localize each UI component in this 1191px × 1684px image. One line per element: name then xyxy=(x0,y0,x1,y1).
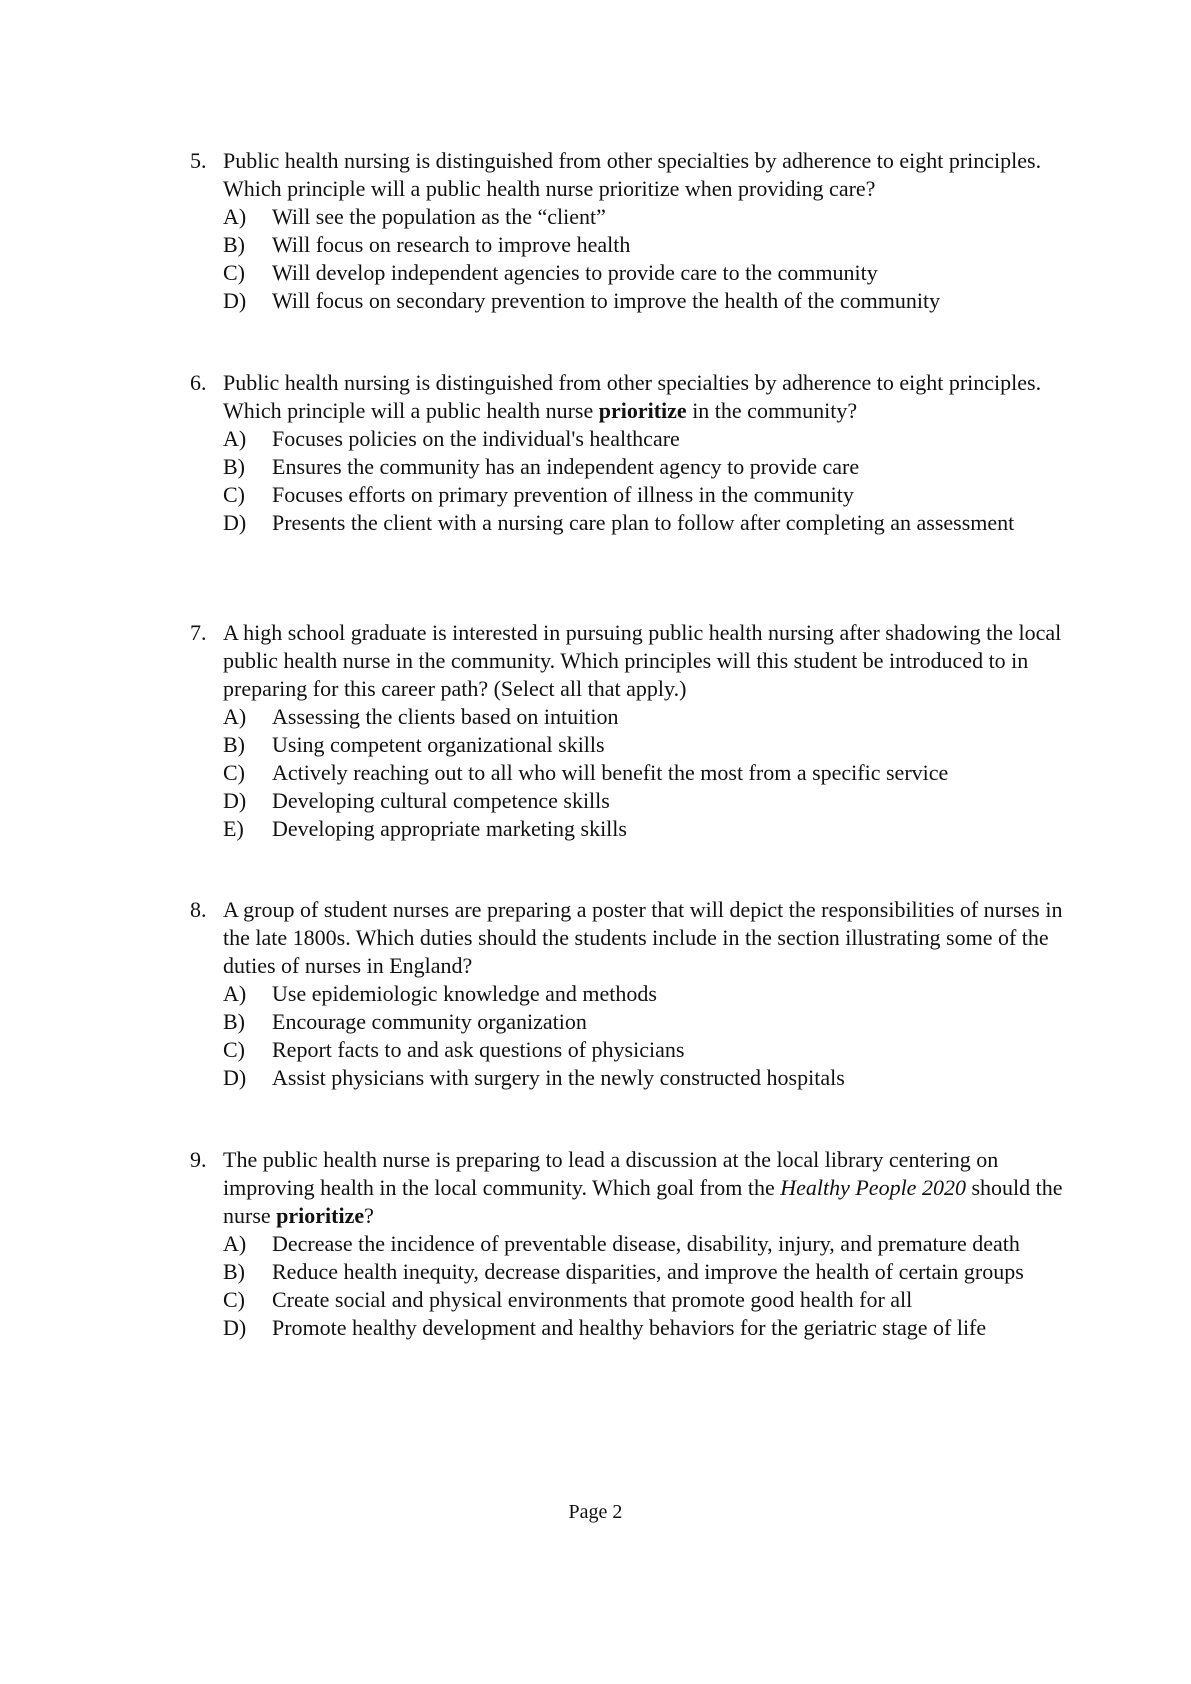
answer-option xyxy=(223,703,1090,731)
question-stem xyxy=(190,1146,1090,1230)
option-text: Encourage community organization xyxy=(272,1009,587,1034)
answer-option xyxy=(223,759,1090,787)
option-letter: B) xyxy=(223,1259,245,1284)
emphasis-italic: Healthy People 2020 xyxy=(780,1175,966,1200)
option-letter: A) xyxy=(223,1231,247,1256)
question-number: 5. xyxy=(190,148,207,173)
answer-option xyxy=(223,1008,1090,1036)
option-letter: A) xyxy=(223,204,247,229)
option-text: Use epidemiologic knowledge and methods xyxy=(272,981,657,1006)
stem-text: Public health nursing is distinguished from other specialties by adherence to eight principles. Which principle will a public health nurse prioritize when providing care? xyxy=(223,148,1042,201)
option-text: Will see the population as the “client” xyxy=(272,204,606,229)
answer-option xyxy=(223,509,1090,537)
answer-option xyxy=(223,815,1090,843)
emphasis-bold: prioritize xyxy=(276,1203,365,1228)
answer-option xyxy=(223,1230,1090,1258)
stem-text: in the community? xyxy=(686,398,858,423)
stem-text: The public health nurse is preparing to lead a discussion at the local library centering on improving health in the local community. Which goal from the xyxy=(223,1147,999,1200)
option-text: Focuses policies on the individual's healthcare xyxy=(272,426,680,451)
question-9 xyxy=(190,1146,1090,1342)
option-letter: B) xyxy=(223,1009,245,1034)
question-stem xyxy=(190,369,1090,425)
answer-options xyxy=(190,1230,1090,1342)
option-text: Actively reaching out to all who will benefit the most from a specific service xyxy=(272,760,949,785)
option-text: Promote healthy development and healthy behaviors for the geriatric stage of life xyxy=(272,1315,987,1340)
option-letter: C) xyxy=(223,1287,245,1312)
option-letter: D) xyxy=(223,1065,247,1090)
question-number: 6. xyxy=(190,370,207,395)
page-number: Page 2 xyxy=(568,1501,623,1523)
option-text: Assessing the clients based on intuition xyxy=(272,704,619,729)
option-letter: A) xyxy=(223,704,247,729)
question-text xyxy=(223,1146,1090,1230)
question-5 xyxy=(190,147,1090,315)
option-letter: A) xyxy=(223,981,247,1006)
question-text xyxy=(223,369,1090,425)
answer-option xyxy=(223,731,1090,759)
stem-text: should the nurse xyxy=(223,1175,1063,1228)
question-text xyxy=(223,619,1090,703)
option-letter: C) xyxy=(223,760,245,785)
answer-options xyxy=(190,425,1090,537)
option-text: Will focus on secondary prevention to improve the health of the community xyxy=(272,288,941,313)
question-stem xyxy=(190,896,1090,980)
option-letter: C) xyxy=(223,482,245,507)
answer-option xyxy=(223,453,1090,481)
stem-text: A high school graduate is interested in pursuing public health nursing after shadowing the local public health nurse in the community. Which principles will this student be introduced to in preparing for this career path? (Select all that apply.) xyxy=(223,620,1062,701)
option-text: Focuses efforts on primary prevention of illness in the community xyxy=(272,482,854,507)
option-text: Developing cultural competence skills xyxy=(272,788,610,813)
question-number: 9. xyxy=(190,1147,207,1172)
option-text: Decrease the incidence of preventable disease, disability, injury, and premature death xyxy=(272,1231,1020,1256)
option-text: Presents the client with a nursing care plan to follow after completing an assessment xyxy=(272,510,1015,535)
option-text: Using competent organizational skills xyxy=(272,732,605,757)
option-letter: D) xyxy=(223,788,247,813)
option-letter: B) xyxy=(223,732,245,757)
answer-option xyxy=(223,980,1090,1008)
question-stem xyxy=(190,147,1090,203)
option-text: Report facts to and ask questions of physicians xyxy=(272,1037,685,1062)
emphasis-bold: prioritize xyxy=(598,398,687,423)
option-text: Developing appropriate marketing skills xyxy=(272,816,627,841)
option-text: Reduce health inequity, decrease disparities, and improve the health of certain groups xyxy=(272,1259,1024,1284)
answer-options xyxy=(190,980,1090,1092)
option-letter: C) xyxy=(223,260,245,285)
stem-text: ? xyxy=(364,1203,374,1228)
question-stem xyxy=(190,619,1090,703)
option-letter: A) xyxy=(223,426,247,451)
answer-option xyxy=(223,481,1090,509)
option-letter: B) xyxy=(223,454,245,479)
option-text: Will focus on research to improve health xyxy=(272,232,631,257)
answer-option xyxy=(223,1286,1090,1314)
answer-options xyxy=(190,203,1090,315)
answer-option xyxy=(223,287,1090,315)
option-letter: D) xyxy=(223,1315,247,1340)
option-letter: B) xyxy=(223,232,245,257)
answer-option xyxy=(223,259,1090,287)
stem-text: Public health nursing is distinguished from other specialties by adherence to eight principles. Which principle will a public health nurse xyxy=(223,370,1042,423)
question-text xyxy=(223,896,1090,980)
question-number: 8. xyxy=(190,897,207,922)
option-text: Ensures the community has an independent agency to provide care xyxy=(272,454,860,479)
answer-option xyxy=(223,203,1090,231)
answer-option xyxy=(223,425,1090,453)
answer-option xyxy=(223,1258,1090,1286)
option-letter: D) xyxy=(223,510,247,535)
stem-text: A group of student nurses are preparing a poster that will depict the responsibilities of nurses in the late 1800s. Which duties should the students include in the section illustrating some of the duties of nurses in England? xyxy=(223,897,1063,978)
option-text: Assist physicians with surgery in the newly constructed hospitals xyxy=(272,1065,845,1090)
option-letter: D) xyxy=(223,288,247,313)
question-number: 7. xyxy=(190,620,207,645)
answer-options xyxy=(190,703,1090,843)
question-7 xyxy=(190,619,1090,843)
answer-option xyxy=(223,1064,1090,1092)
answer-option xyxy=(223,231,1090,259)
question-6 xyxy=(190,369,1090,537)
answer-option xyxy=(223,1036,1090,1064)
question-8 xyxy=(190,896,1090,1092)
option-text: Will develop independent agencies to provide care to the community xyxy=(272,260,878,285)
option-text: Create social and physical environments that promote good health for all xyxy=(272,1287,913,1312)
answer-option xyxy=(223,787,1090,815)
question-text xyxy=(223,147,1090,203)
answer-option xyxy=(223,1314,1090,1342)
option-letter: C) xyxy=(223,1037,245,1062)
option-letter: E) xyxy=(223,816,244,841)
